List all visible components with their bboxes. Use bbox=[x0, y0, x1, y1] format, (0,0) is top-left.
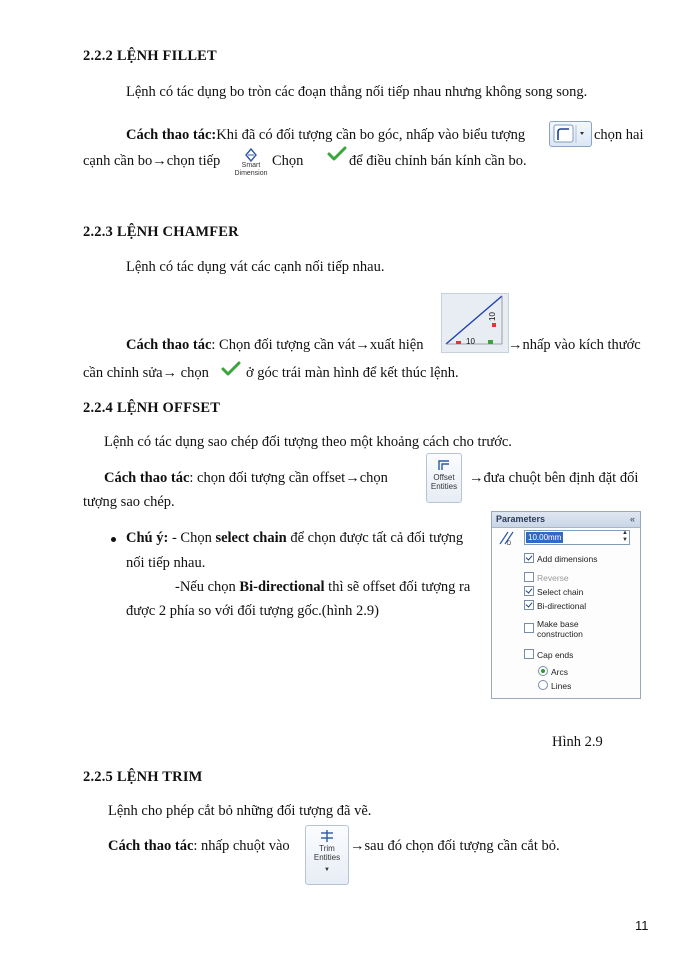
confirm-check-icon[interactable] bbox=[221, 361, 241, 382]
chamfer-preview-image[interactable] bbox=[441, 293, 509, 353]
collapse-icon[interactable]: « bbox=[629, 514, 635, 524]
select-chain-checkbox[interactable]: Select chain bbox=[524, 586, 583, 597]
offset-description: Lệnh có tác dụng sao chép đối tượng theo một khoảng cách cho trước. bbox=[104, 434, 512, 450]
offset-steps-line1: Cách thao tác: chọn đối tượng cần offset→chọn bbox=[104, 470, 388, 486]
figure-caption: Hình 2.9 bbox=[552, 734, 603, 750]
note-line1: Chú ý: - Chọn select chain để chọn được tất cả đối tượng bbox=[126, 530, 464, 546]
section-heading-fillet: 2.2.2 LỆNH FILLET bbox=[83, 48, 217, 64]
fillet-steps-tail: chọn hai bbox=[594, 127, 644, 143]
fillet-steps-line2: cạnh cần bo→chọn tiếp bbox=[83, 153, 221, 169]
chamfer-steps-end: ở góc trái màn hình để kết thúc lệnh. bbox=[246, 365, 459, 381]
chamfer-dim-horizontal[interactable]: 10 bbox=[466, 337, 475, 346]
chamfer-steps-line2: cần chỉnh sửa→ chọn bbox=[83, 365, 209, 381]
arcs-radio[interactable]: Arcs bbox=[538, 666, 568, 677]
section-heading-offset: 2.2.4 LỆNH OFFSET bbox=[83, 400, 221, 416]
add-dimensions-checkbox[interactable]: Add dimensions bbox=[524, 553, 597, 564]
dropdown-arrow-icon[interactable]: ▼ bbox=[324, 867, 330, 873]
lines-radio[interactable]: Lines bbox=[538, 680, 571, 691]
section-heading-trim: 2.2.5 LỆNH TRIM bbox=[83, 769, 203, 785]
how-label: Cách thao tác: bbox=[126, 127, 217, 143]
fillet-description: Lệnh có tác dụng bo tròn các đoạn thẳng nối tiếp nhau nhưng không song song. bbox=[126, 84, 588, 100]
bullet-icon bbox=[111, 537, 116, 542]
arrow-icon: → bbox=[469, 470, 484, 486]
note-line2: nối tiếp nhau. bbox=[126, 555, 206, 571]
offset-distance-icon bbox=[498, 530, 516, 546]
parameters-panel bbox=[491, 511, 641, 699]
smart-dimension-icon[interactable]: Smart Dimension bbox=[231, 148, 271, 190]
fillet-steps-line1: Cách thao tác:Khi đã có đối tượng cần bo góc, nhấp vào biểu tượng bbox=[126, 127, 526, 143]
svg-text:D: D bbox=[507, 541, 512, 546]
fillet-steps-end: để điều chỉnh bán kính cần bo. bbox=[349, 153, 527, 169]
chamfer-steps-line1: Cách thao tác: Chọn đối tượng cần vát→xuất hiện bbox=[126, 337, 424, 353]
offset-steps-line2: tượng sao chép. bbox=[83, 494, 175, 510]
arrow-icon: → bbox=[355, 337, 370, 353]
page-number: 11 bbox=[635, 918, 649, 933]
note-line4: được 2 phía so với đối tượng gốc.(hình 2.9) bbox=[126, 603, 379, 619]
chamfer-steps-tail: →nhấp vào kích thước bbox=[508, 337, 641, 353]
arrow-icon: → bbox=[508, 337, 523, 353]
section-heading-chamfer: 2.2.3 LỆNH CHAMFER bbox=[83, 224, 239, 240]
arrow-icon: → bbox=[350, 838, 365, 854]
fillet-choose-label: Chọn bbox=[272, 153, 304, 169]
offset-distance-input[interactable]: 10.00mm ▲ ▼ bbox=[524, 530, 630, 545]
trim-description: Lệnh cho phép cắt bỏ những đối tượng đã vẽ. bbox=[108, 803, 372, 819]
chamfer-description: Lệnh có tác dụng vát các cạnh nối tiếp nhau. bbox=[126, 259, 385, 275]
trim-entities-button[interactable]: Trim Entities ▼ bbox=[305, 825, 349, 885]
offset-entities-button[interactable]: Offset Entities bbox=[426, 453, 462, 503]
panel-title[interactable]: Parameters « bbox=[492, 512, 640, 528]
arrow-icon: → bbox=[162, 365, 178, 381]
trim-steps-tail: →sau đó chọn đối tượng cần cắt bỏ. bbox=[350, 838, 560, 854]
reverse-checkbox[interactable]: Reverse bbox=[524, 572, 569, 583]
sketch-fillet-icon[interactable] bbox=[549, 121, 592, 147]
confirm-check-icon[interactable] bbox=[327, 146, 347, 167]
note-line3: -Nếu chọn Bi-directional thì sẽ offset đối tượng ra bbox=[175, 579, 471, 595]
make-base-construction-checkbox[interactable]: Make base construction bbox=[524, 619, 583, 639]
spinner-icon[interactable]: ▲ ▼ bbox=[622, 530, 628, 543]
cap-ends-checkbox[interactable]: Cap ends bbox=[524, 649, 573, 660]
arrow-icon: → bbox=[345, 470, 360, 486]
arrow-icon: → bbox=[152, 153, 167, 169]
offset-steps-tail: →đưa chuột bên định đặt đối bbox=[469, 470, 639, 486]
chamfer-dim-vertical[interactable]: 10 bbox=[487, 312, 497, 321]
trim-steps-line1: Cách thao tác: nhấp chuột vào bbox=[108, 838, 290, 854]
bi-directional-checkbox[interactable]: Bi-directional bbox=[524, 600, 586, 611]
